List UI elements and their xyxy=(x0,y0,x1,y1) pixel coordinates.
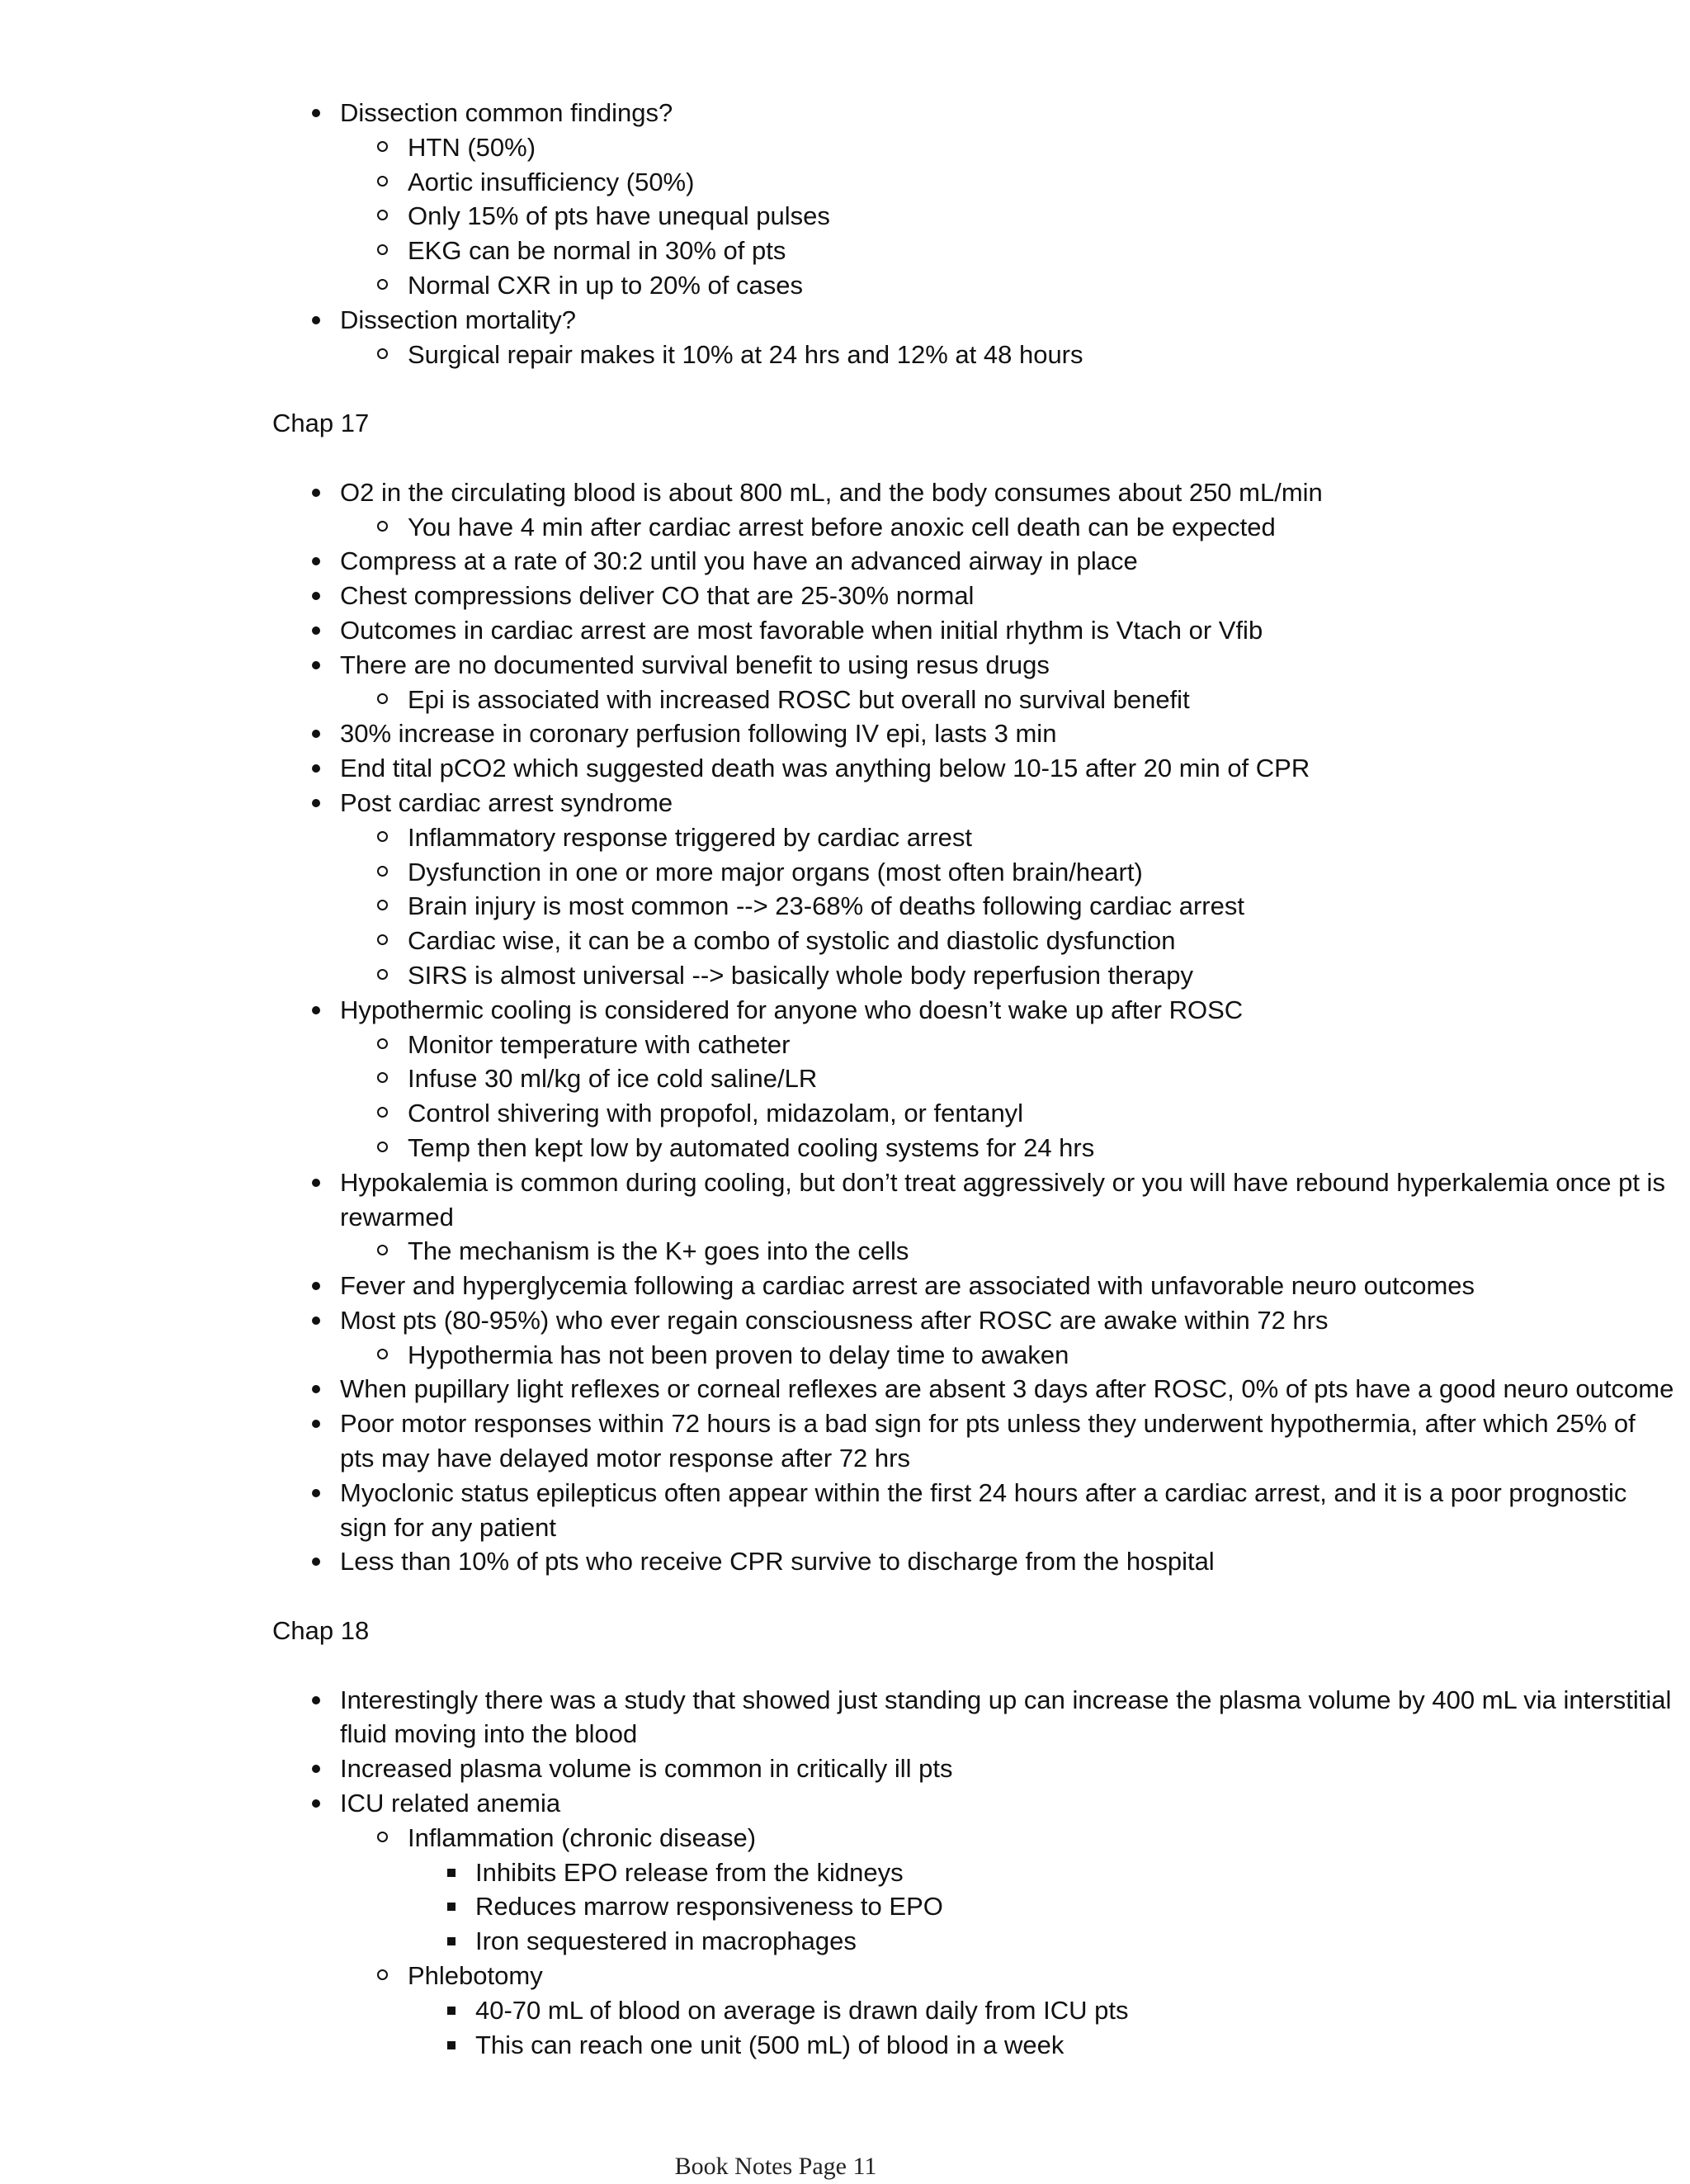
list-item-text: Dysfunction in one or more major organs (most often brain/heart) xyxy=(408,857,1143,886)
bullet-dot-icon xyxy=(312,1420,320,1428)
spacer xyxy=(272,441,1675,475)
list-item xyxy=(272,1131,1675,1165)
list-item xyxy=(272,1924,1675,1959)
bullet-circle-icon xyxy=(377,900,388,910)
list-item xyxy=(272,1234,1675,1269)
spacer xyxy=(272,1648,1675,1683)
bullet-circle-icon xyxy=(377,1038,388,1049)
list-item xyxy=(272,716,1675,751)
list-item-text: 30% increase in coronary perfusion following IV epi, lasts 3 min xyxy=(340,719,1057,749)
sublist-container xyxy=(272,338,1675,372)
bullet-dot-icon xyxy=(312,1696,320,1704)
bullet-list-level-2 xyxy=(272,1821,1675,2063)
bullet-circle-icon xyxy=(377,1969,388,1980)
list-item xyxy=(272,579,1675,613)
bullet-circle-icon xyxy=(377,210,388,220)
list-item-text: Control shivering with propofol, midazolam, or fentanyl xyxy=(408,1099,1024,1128)
list-item-text: Monitor temperature with catheter xyxy=(408,1029,791,1059)
sublist-container xyxy=(272,130,1675,303)
list-item-text: Less than 10% of pts who receive CPR survive to discharge from the hospital xyxy=(340,1547,1215,1577)
list-item-text: When pupillary light reflexes or corneal reflexes are absent 3 days after ROSC, 0% of pts have a good neuro outcome xyxy=(340,1374,1674,1404)
bullet-list-level-2 xyxy=(272,1028,1675,1165)
spacer xyxy=(272,1579,1675,1614)
spacer xyxy=(272,371,1675,406)
bullet-list-level-2 xyxy=(272,1338,1675,1373)
list-item-text: Brain injury is most common --> 23-68% of deaths following cardiac arrest xyxy=(408,891,1244,921)
list-item-text: Epi is associated with increased ROSC but overall no survival benefit xyxy=(408,684,1190,714)
list-item xyxy=(272,1821,1675,1855)
bullet-dot-icon xyxy=(312,1799,320,1808)
bullet-list-level-2 xyxy=(272,130,1675,303)
bullet-square-icon xyxy=(447,1937,456,1945)
list-item-text: Hypothermic cooling is considered for anyone who doesn’t wake up after ROSC xyxy=(340,995,1244,1024)
bullet-circle-icon xyxy=(377,969,388,980)
sublist-container xyxy=(272,1993,1675,2063)
list-item xyxy=(272,165,1675,200)
page-footer xyxy=(0,2153,1690,2181)
bullet-dot-icon xyxy=(312,316,320,324)
sublist-container xyxy=(272,1338,1675,1373)
list-item xyxy=(272,96,1675,130)
list-item xyxy=(272,303,1675,338)
list-item-text: Poor motor responses within 72 hours is a bad sign for pts unless they underwent hypothermia, after which 25% of pts may have delayed motor response after 72 hrs xyxy=(340,1409,1636,1473)
bullet-list-level-2 xyxy=(272,683,1675,717)
bullet-square-icon xyxy=(447,2007,456,2015)
list-item xyxy=(272,1476,1675,1545)
bullet-dot-icon xyxy=(312,1179,320,1187)
list-item-text: Phlebotomy xyxy=(408,1961,543,1991)
list-item xyxy=(272,648,1675,683)
list-item-text: Fever and hyperglycemia following a cardiac arrest are associated with unfavorable neuro outcomes xyxy=(340,1271,1475,1301)
list-item-text: Iron sequestered in macrophages xyxy=(475,1926,857,1956)
bullet-circle-icon xyxy=(377,1072,388,1083)
list-item xyxy=(272,786,1675,820)
bullet-circle-icon xyxy=(377,1142,388,1152)
bullet-circle-icon xyxy=(377,176,388,187)
bullet-list-level-3 xyxy=(272,1993,1675,2063)
bullet-circle-icon xyxy=(377,866,388,877)
list-item xyxy=(272,1338,1675,1373)
bullet-circle-icon xyxy=(377,521,388,532)
list-item-text: The mechanism is the K+ goes into the cells xyxy=(408,1236,909,1266)
list-item-text: Inhibits EPO release from the kidneys xyxy=(475,1857,904,1887)
list-item xyxy=(272,1889,1675,1924)
bullet-dot-icon xyxy=(312,592,320,600)
list-item-text: EKG can be normal in 30% of pts xyxy=(408,236,786,266)
list-item xyxy=(272,924,1675,958)
bullet-dot-icon xyxy=(312,730,320,738)
bullet-dot-icon xyxy=(312,661,320,669)
list-item-text: Normal CXR in up to 20% of cases xyxy=(408,270,803,300)
list-item xyxy=(272,855,1675,890)
list-item xyxy=(272,1683,1675,1752)
bullet-dot-icon xyxy=(312,1317,320,1325)
list-item-text: There are no documented survival benefit to using resus drugs xyxy=(340,650,1050,679)
list-item xyxy=(272,613,1675,648)
chapter-heading: Chap 18 xyxy=(272,1616,370,1646)
sublist-container xyxy=(272,1028,1675,1165)
bullet-square-icon xyxy=(447,2041,456,2049)
bullet-circle-icon xyxy=(377,934,388,945)
list-item-text: O2 in the circulating blood is about 800 mL, and the body consumes about 250 mL/min xyxy=(340,477,1323,507)
list-item-text: Interestingly there was a study that showed just standing up can increase the plasma volume by 400 mL via interstitial fluid moving into the blood xyxy=(340,1685,1672,1749)
list-item xyxy=(272,130,1675,165)
list-item xyxy=(272,544,1675,579)
list-item xyxy=(272,199,1675,234)
sublist-container xyxy=(272,510,1675,545)
list-item xyxy=(272,889,1675,924)
bullet-dot-icon xyxy=(312,109,320,117)
list-item xyxy=(272,993,1675,1028)
list-item xyxy=(272,234,1675,268)
list-item xyxy=(272,510,1675,545)
bullet-list-level-1 xyxy=(272,475,1675,1580)
bullet-circle-icon xyxy=(377,831,388,842)
list-item-text: Myoclonic status epilepticus often appear within the first 24 hours after a cardiac arrest, and it is a poor prognostic sign for any patient xyxy=(340,1477,1627,1542)
list-item xyxy=(272,1751,1675,1786)
list-item-text: End tital pCO2 which suggested death was anything below 10-15 after 20 min of CPR xyxy=(340,754,1310,783)
bullet-square-icon xyxy=(447,1869,456,1877)
bullet-list-level-2 xyxy=(272,820,1675,993)
bullet-dot-icon xyxy=(312,1489,320,1497)
bullet-dot-icon xyxy=(312,799,320,807)
list-item-text: Post cardiac arrest syndrome xyxy=(340,787,673,817)
bullet-circle-icon xyxy=(377,1245,388,1255)
list-item xyxy=(272,268,1675,303)
bullet-circle-icon xyxy=(377,693,388,704)
bullet-dot-icon xyxy=(312,1006,320,1014)
list-item-text: Outcomes in cardiac arrest are most favorable when initial rhythm is Vtach or Vfib xyxy=(340,615,1263,645)
bullet-list-level-2 xyxy=(272,510,1675,545)
list-item-text: Hypokalemia is common during cooling, but don’t treat aggressively or you will have rebound hyperkalemia once pt is rewarmed xyxy=(340,1167,1665,1231)
bullet-list-level-2 xyxy=(272,338,1675,372)
bullet-dot-icon xyxy=(312,626,320,635)
list-item-text: You have 4 min after cardiac arrest before anoxic cell death can be expected xyxy=(408,512,1276,541)
list-item xyxy=(272,2028,1675,2063)
list-item xyxy=(272,1544,1675,1579)
bullet-dot-icon xyxy=(312,557,320,565)
list-item-text: 40-70 mL of blood on average is drawn daily from ICU pts xyxy=(475,1995,1129,2025)
list-item-text: Inflammatory response triggered by cardiac arrest xyxy=(408,822,973,852)
list-item xyxy=(272,820,1675,855)
list-item-text: Surgical repair makes it 10% at 24 hrs and 12% at 48 hours xyxy=(408,339,1083,369)
list-item-text: Cardiac wise, it can be a combo of systolic and diastolic dysfunction xyxy=(408,926,1176,956)
sublist-container xyxy=(272,1821,1675,2063)
bullet-circle-icon xyxy=(377,348,388,359)
list-item-text: This can reach one unit (500 mL) of blood in a week xyxy=(475,2030,1065,2059)
list-item-text: Compress at a rate of 30:2 until you have an advanced airway in place xyxy=(340,546,1138,576)
bullet-dot-icon xyxy=(312,1282,320,1290)
list-item-text: Only 15% of pts have unequal pulses xyxy=(408,201,830,231)
list-item-text: HTN (50%) xyxy=(408,132,536,162)
list-item xyxy=(272,1061,1675,1096)
bullet-list-level-3 xyxy=(272,1855,1675,1959)
list-item xyxy=(272,1303,1675,1338)
bullet-circle-icon xyxy=(377,1832,388,1842)
list-item-text: Reduces marrow responsiveness to EPO xyxy=(475,1892,943,1922)
list-item xyxy=(272,1372,1675,1406)
list-item xyxy=(272,1993,1675,2028)
sublist-container xyxy=(272,1234,1675,1269)
list-item-text: Dissection common findings? xyxy=(340,98,673,127)
list-item xyxy=(272,1165,1675,1235)
list-item xyxy=(272,475,1675,510)
list-item-text: Infuse 30 ml/kg of ice cold saline/LR xyxy=(408,1064,818,1094)
list-item-text: SIRS is almost universal --> basically whole body reperfusion therapy xyxy=(408,960,1193,990)
list-item-text: Most pts (80-95%) who ever regain consciousness after ROSC are awake within 72 hrs xyxy=(340,1305,1329,1335)
list-item xyxy=(272,1855,1675,1890)
list-item xyxy=(272,1786,1675,1821)
list-item xyxy=(272,1959,1675,1993)
footer-text: Book Notes Page 11 xyxy=(674,2153,877,2180)
sublist-container xyxy=(272,1855,1675,1959)
list-item xyxy=(272,338,1675,372)
bullet-square-icon xyxy=(447,1903,456,1911)
bullet-circle-icon xyxy=(377,244,388,255)
notes-content xyxy=(272,96,1675,2062)
list-item-text: Temp then kept low by automated cooling systems for 24 hrs xyxy=(408,1132,1095,1162)
bullet-list-level-1 xyxy=(272,96,1675,371)
bullet-dot-icon xyxy=(312,1765,320,1773)
list-item xyxy=(272,1269,1675,1303)
list-item-text: Aortic insufficiency (50%) xyxy=(408,167,695,196)
bullet-circle-icon xyxy=(377,1107,388,1118)
bullet-dot-icon xyxy=(312,764,320,773)
bullet-list-level-1 xyxy=(272,1683,1675,2063)
list-item xyxy=(272,1406,1675,1476)
list-item-text: Hypothermia has not been proven to delay time to awaken xyxy=(408,1340,1069,1369)
bullet-list-level-2 xyxy=(272,1234,1675,1269)
list-item-text: Dissection mortality? xyxy=(340,305,576,334)
bullet-dot-icon xyxy=(312,1385,320,1393)
list-item-text: Inflammation (chronic disease) xyxy=(408,1822,757,1852)
sublist-container xyxy=(272,820,1675,993)
list-item-text: Chest compressions deliver CO that are 25-30% normal xyxy=(340,581,975,611)
sublist-container xyxy=(272,683,1675,717)
list-item xyxy=(272,1028,1675,1062)
bullet-dot-icon xyxy=(312,489,320,497)
list-item xyxy=(272,958,1675,993)
list-item xyxy=(272,683,1675,717)
list-item xyxy=(272,751,1675,786)
bullet-circle-icon xyxy=(377,279,388,290)
list-item-text: Increased plasma volume is common in critically ill pts xyxy=(340,1754,953,1784)
list-item-text: ICU related anemia xyxy=(340,1789,561,1818)
chapter-heading: Chap 17 xyxy=(272,409,370,438)
bullet-circle-icon xyxy=(377,141,388,152)
list-item xyxy=(272,1096,1675,1131)
bullet-circle-icon xyxy=(377,1349,388,1359)
bullet-dot-icon xyxy=(312,1558,320,1566)
